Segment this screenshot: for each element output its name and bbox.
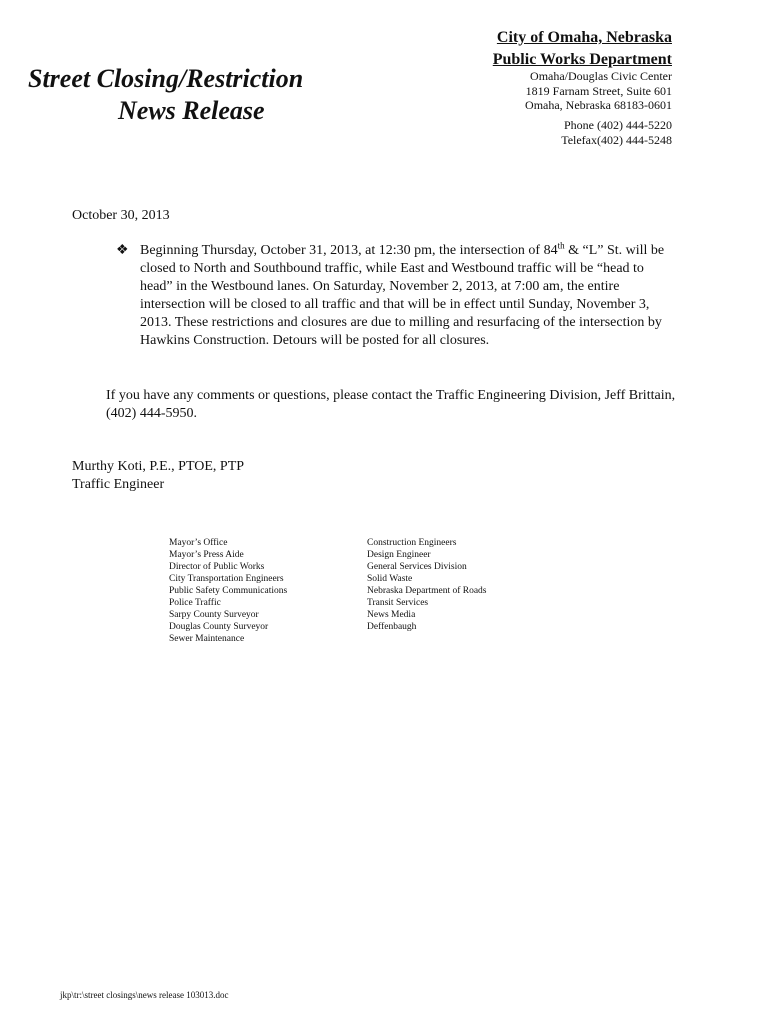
address-block xyxy=(525,69,672,113)
address-line-3: Omaha, Nebraska 68183-0601 xyxy=(525,98,672,112)
distribution-item: Solid Waste xyxy=(367,574,413,584)
notice-text-rest: & “L” St. will be closed to North and Southbound traffic, while East and Westbound traffic will be “head to head” in the Westbound lanes. On Saturday, November 2, 2013, at 7:00 am, the entire intersection will be closed to all traffic and that will be in effect until Sunday, November 3, 2013. These restrictions and closures are due to milling and resurfacing of the intersection by Hawkins Construction. Detours will be posted for all closures. xyxy=(140,243,665,348)
distribution-list-left xyxy=(169,537,287,645)
distribution-item: Design Engineer xyxy=(367,550,431,560)
distribution-item: Police Traffic xyxy=(169,598,221,608)
closure-notice-text xyxy=(140,242,676,350)
distribution-item: Construction Engineers xyxy=(367,538,457,548)
contact-paragraph: If you have any comments or questions, please contact the Traffic Engineering Division, Jeff Brittain, (402) 444-5950. xyxy=(106,388,676,421)
distribution-item: Douglas County Surveyor xyxy=(169,622,269,632)
signer-name: Murthy Koti, P.E., PTOE, PTP xyxy=(72,459,245,474)
distribution-item: Director of Public Works xyxy=(169,562,265,572)
diamond-bullet-icon: ❖ xyxy=(116,243,129,258)
title-line-2: News Release xyxy=(118,96,265,125)
file-path-footer: jkp\tr:\street closings\news release 103013.doc xyxy=(60,990,229,1000)
distribution-item: Sewer Maintenance xyxy=(169,634,245,644)
distribution-item: Mayor’s Office xyxy=(169,538,228,548)
notice-text-start: Beginning Thursday, October 31, 2013, at 12:30 pm, the intersection of 84 xyxy=(140,243,558,258)
distribution-item: City Transportation Engineers xyxy=(169,574,284,584)
distribution-item: Mayor’s Press Aide xyxy=(169,550,244,560)
contact-block xyxy=(561,118,672,147)
closure-notice xyxy=(116,242,676,350)
org-department: Public Works Department xyxy=(492,51,672,68)
title-line-1: Street Closing/Restriction xyxy=(28,64,304,93)
release-date: October 30, 2013 xyxy=(72,208,170,223)
distribution-item: Public Safety Communications xyxy=(169,586,288,596)
ordinal-suffix: th xyxy=(557,240,565,251)
phone-number: Phone (402) 444-5220 xyxy=(564,118,672,132)
distribution-item: Deffenbaugh xyxy=(367,622,417,632)
distribution-item: Transit Services xyxy=(367,598,429,608)
address-line-2: 1819 Farnam Street, Suite 601 xyxy=(525,83,672,98)
distribution-list-right xyxy=(367,537,487,633)
signature-block xyxy=(72,458,244,494)
distribution-item: Sarpy County Surveyor xyxy=(169,610,259,620)
org-name: City of Omaha, Nebraska xyxy=(496,29,672,46)
address-line-1: Omaha/Douglas Civic Center xyxy=(530,69,672,83)
signer-title: Traffic Engineer xyxy=(72,477,165,492)
distribution-item: Nebraska Department of Roads xyxy=(367,586,487,596)
distribution-item: News Media xyxy=(367,610,416,620)
distribution-item: General Services Division xyxy=(367,562,467,572)
fax-number: Telefax(402) 444-5248 xyxy=(561,132,672,147)
